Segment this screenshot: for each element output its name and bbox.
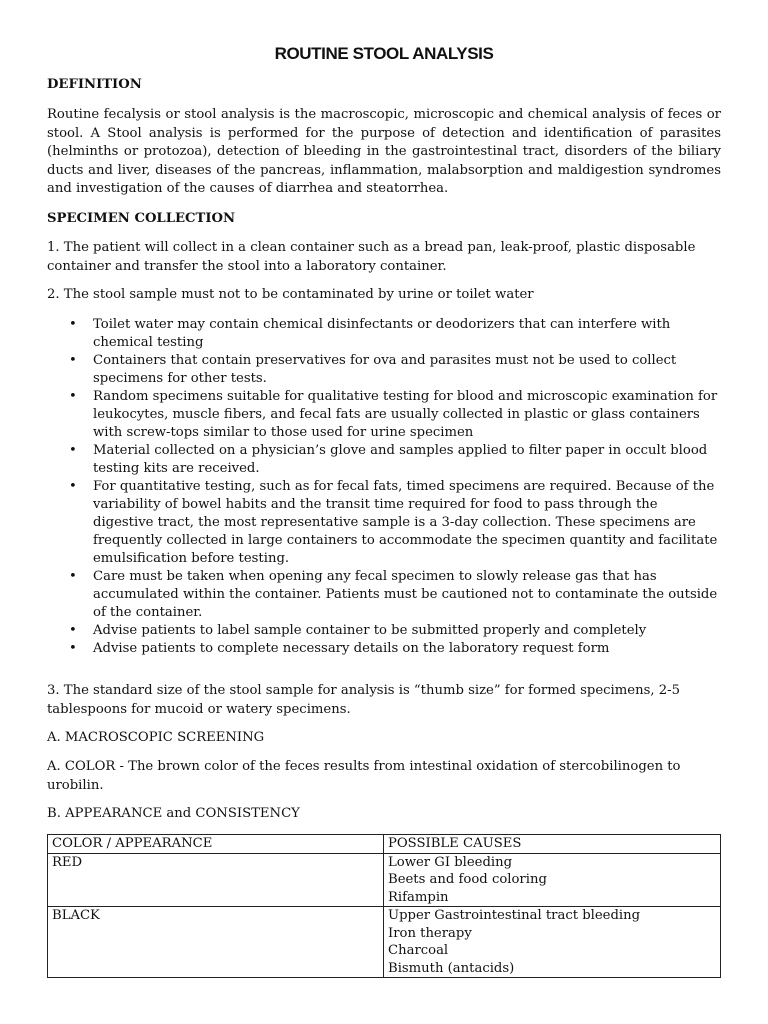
color-causes-table <box>47 834 721 978</box>
list-item: • For quantitative testing, such as for fecal fats, timed specimens are required. Because of the variability of bowel habits and the transit time required for food to pass through the digestive tract, the most representative sample is a 3-day collection. These specimens are frequently collected in large containers to accommodate the specimen quantity and facilitate emulsification before testing. <box>69 479 718 566</box>
cause-line: Upper Gastrointestinal tract bleeding <box>388 908 641 923</box>
cause-line: Rifampin <box>388 889 449 905</box>
specimen-item-1: 1. The patient will collect in a clean container such as a bread pan, leak-proof, plastic disposable container and transfer the stool into a laboratory container. <box>47 240 696 274</box>
list-item: • Random specimens suitable for qualitative testing for blood and microscopic examination for leukocytes, muscle fibers, and fecal fats are usually collected in plastic or glass containers with screw-tops similar to those used for urine specimen <box>69 389 718 440</box>
table-cell-color: RED <box>48 853 384 907</box>
bullet-icon: • <box>69 569 77 584</box>
definition-heading: DEFINITION <box>47 77 142 92</box>
bullet-icon: • <box>69 641 77 656</box>
list-item: • Material collected on a physician’s glove and samples applied to filter paper in occult blood testing kits are received. <box>69 443 708 476</box>
table-row <box>48 907 721 978</box>
bullet-icon: • <box>69 623 77 638</box>
list-item: • Advise patients to label sample container to be submitted properly and completely <box>69 623 647 638</box>
bullet-icon: • <box>69 353 77 368</box>
table-cell-causes <box>384 907 721 978</box>
cause-line: Charcoal <box>388 943 449 958</box>
table-header-cell: POSSIBLE CAUSES <box>384 835 721 854</box>
table-cell-color: BLACK <box>48 907 384 978</box>
color-paragraph: A. COLOR - The brown color of the feces results from intestinal oxidation of stercobilinogen to urobilin. <box>47 759 681 793</box>
table-header-row <box>48 835 721 854</box>
appearance-heading: B. APPEARANCE and CONSISTENCY <box>47 806 300 821</box>
cause-line: Bismuth (antacids) <box>388 960 515 976</box>
cause-line: Lower GI bleeding <box>388 854 513 870</box>
page-title: ROUTINE STOOL ANALYSIS <box>274 44 494 63</box>
bullet-icon: • <box>69 479 77 494</box>
specimen-bullet-list <box>47 316 721 658</box>
cause-line: Iron therapy <box>388 925 472 941</box>
macroscopic-heading: A. MACROSCOPIC SCREENING <box>47 730 265 745</box>
table-header-cell: COLOR / APPEARANCE <box>48 835 384 854</box>
list-item: • Care must be taken when opening any fecal specimen to slowly release gas that has accumulated within the container. Patients must be cautioned not to contaminate the outside of the container. <box>69 569 718 620</box>
specimen-item-3: 3. The standard size of the stool sample for analysis is “thumb size” for formed specimens, 2-5 tablespoons for mucoid or watery specimens. <box>47 683 680 717</box>
table-cell-causes <box>384 853 721 907</box>
list-item: • Advise patients to complete necessary details on the laboratory request form <box>69 641 610 656</box>
list-item: • Toilet water may contain chemical disinfectants or deodorizers that can interfere with chemical testing <box>69 317 671 350</box>
cause-line: Beets and food coloring <box>388 872 547 887</box>
specimen-item-2: 2. The stool sample must not to be contaminated by urine or toilet water <box>47 287 534 302</box>
bullet-icon: • <box>69 317 77 332</box>
definition-text: Routine fecalysis or stool analysis is the macroscopic, microscopic and chemical analysis of feces or stool. A Stool analysis is performed for the purpose of detection and identification of parasites (helminths or protozoa), detection of bleeding in the gastrointestinal tract, disorders of the biliary ducts and liver, diseases of the pancreas, inflammation, malabsorption and maldigestion syndromes and investigation of the causes of diarrhea and steatorrhea. <box>47 107 721 196</box>
specimen-heading: SPECIMEN COLLECTION <box>47 211 236 226</box>
list-item: • Containers that contain preservatives for ova and parasites must not be used to collect specimens for other tests. <box>69 353 677 386</box>
bullet-icon: • <box>69 389 77 404</box>
table-row <box>48 853 721 907</box>
bullet-icon: • <box>69 443 77 458</box>
